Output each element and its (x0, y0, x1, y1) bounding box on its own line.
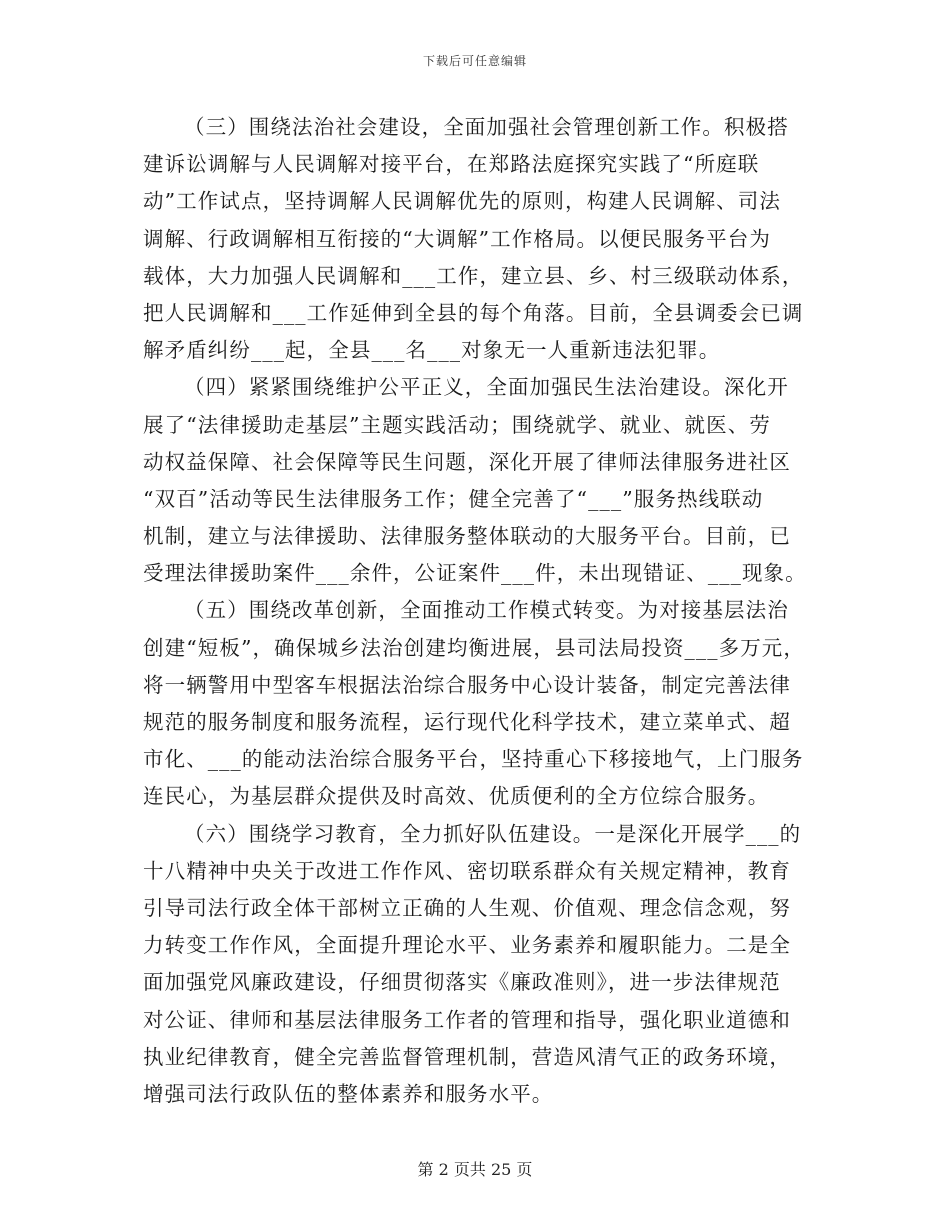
paragraph-2-line-6: 受理法律援助案件___余件，公证案件___件，未出现错证、___现象。 (143, 561, 807, 586)
paragraph-3-line-3: 将一辆警用中型客车根据法治综合服务中心设计装备，制定完善法律 (143, 672, 791, 697)
paragraph-2-line-1: （四）紧紧围绕维护公平正义，全面加强民生法治建设。深化开 (184, 375, 789, 400)
paragraph-4-line-6: 对公证、律师和基层法律服务工作者的管理和指导，强化职业道德和 (143, 1007, 791, 1032)
paragraph-3-line-6: 连民心，为基层群众提供及时高效、优质便利的全方位综合服务。 (143, 784, 770, 809)
paragraph-4-line-7: 执业纪律教育，健全完善监督管理机制，营造风清气正的政务环境， (143, 1044, 791, 1069)
paragraph-1-line-3: 动”工作试点，坚持调解人民调解优先的原则，构建人民调解、司法 (143, 189, 781, 214)
paragraph-2-line-5: 机制，建立与法律援助、法律服务整体联动的大服务平台。目前，已 (143, 524, 791, 549)
paragraph-2-line-4: “双百”活动等民生法律服务工作；健全完善了“___”服务热线联动 (143, 486, 764, 511)
paragraph-1-line-5: 载体，大力加强人民调解和___工作，建立县、乡、村三级联动体系， (143, 263, 804, 288)
paragraph-2-line-2: 展了“法律援助走基层”主题实践活动；围绕就学、就业、就医、劳 (143, 412, 771, 437)
paragraph-3-line-4: 规范的服务制度和服务流程，运行现代化科学技术，建立菜单式、超 (143, 710, 791, 734)
paragraph-3-line-2: 创建“短板”，确保城乡法治创建均衡进展，县司法局投资___多万元， (143, 635, 806, 660)
paragraph-4-line-2: 十八精神中央关于改进工作作风、密切联系群众有关规定精神，教育 (143, 858, 791, 883)
page-header: 下载后可任意编辑 (422, 54, 527, 68)
paragraph-4-line-1: （六）围绕学习教育，全力抓好队伍建设。一是深化开展学___的 (184, 821, 802, 846)
page-number: 第 2 页共 25 页 (417, 1160, 533, 1179)
paragraph-3-line-1: （五）围绕改革创新，全面推动工作模式转变。为对接基层法治 (184, 598, 789, 623)
paragraph-4-line-3: 引导司法行政全体干部树立正确的人生观、价值观、理念信念观，努 (143, 895, 791, 920)
paragraph-2-line-3: 动权益保障、社会保障等民生问题，深化开展了律师法律服务进社区 (143, 449, 791, 474)
paragraph-1-line-2: 建诉讼调解与人民调解对接平台，在郑路法庭探究实践了“所庭联 (143, 152, 760, 177)
paragraph-1-line-1: （三）围绕法治社会建设，全面加强社会管理创新工作。积极搭 (184, 115, 789, 139)
paragraph-4-line-8: 增强司法行政队伍的整体素养和服务水平。 (143, 1081, 554, 1106)
paragraph-1-line-4: 调解、行政调解相互衔接的“大调解”工作格局。以便民服务平台为 (143, 226, 771, 251)
paragraph-1-line-7: 解矛盾纠纷___起，全县___名___对象无一人重新违法犯罪。 (143, 338, 721, 363)
paragraph-4-line-4: 力转变工作作风，全面提升理论水平、业务素养和履职能力。二是全 (143, 933, 791, 958)
document-body (143, 109, 807, 1113)
paragraph-4-line-5: 面加强党风廉政建设，仔细贯彻落实《廉政准则》，进一步法律规范 (143, 970, 781, 995)
paragraph-3-line-5: 市化、___的能动法治综合服务平台，坚持重心下移接地气，上门服务 (143, 747, 804, 772)
paragraph-1-line-6: 把人民调解和___工作延伸到全县的每个角落。目前，全县调委会已调 (143, 300, 804, 325)
